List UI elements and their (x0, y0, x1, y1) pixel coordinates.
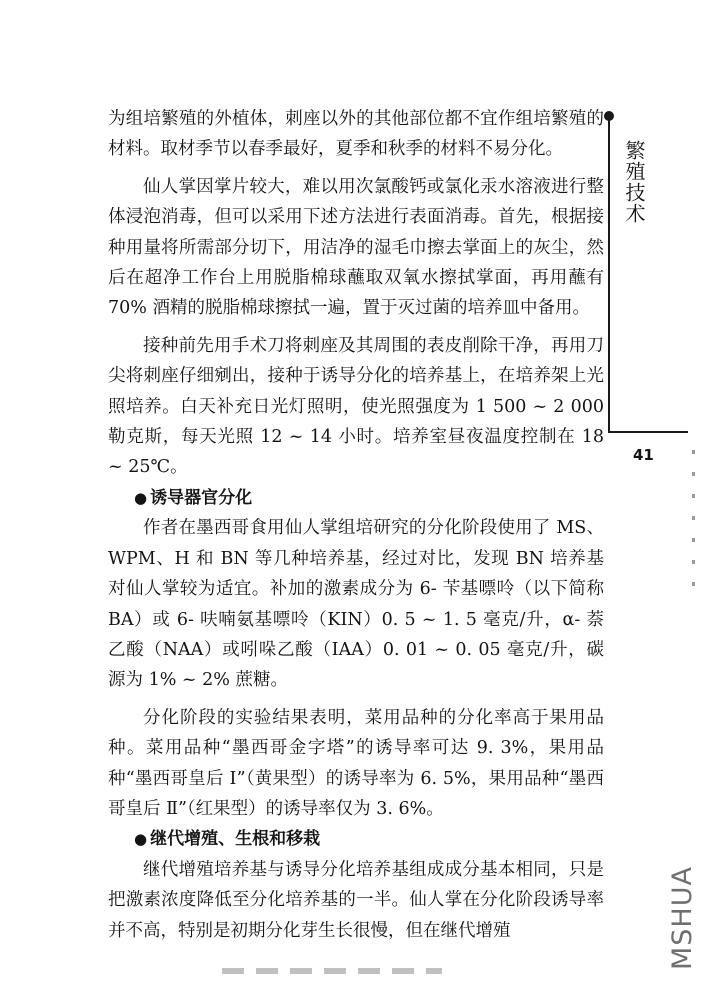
scan-bottom-smudge (222, 968, 442, 974)
section-heading-text: 继代增殖、生根和移栽 (150, 829, 321, 850)
paragraph-1: 为组培繁殖的外植体，刺座以外的其他部位都不宜作组培繁殖的材料。取材季节以春季最好，夏季和秋季的材料不易分化。 (108, 109, 604, 160)
page-number: 41 (633, 446, 654, 464)
side-tab-baseline (608, 431, 688, 433)
paragraph-3: 接种前先用手术刀将刺座及其周围的表皮削除干净，再用刀尖将刺座仔细剜出，接种于诱导分化的培养基上，在培养架上光照培养。白天补充日光灯照明，使光照强度为 1 500 ~ 2 000 勒克斯，每天光照 12 ~ 14 小时。培养室昼夜温度控制在 18 ~ 25℃。 (108, 335, 604, 478)
section-heading-induction (108, 483, 604, 513)
bullet-icon: ● (134, 488, 148, 507)
paragraph-5: 分化阶段的实验结果表明，菜用品种的分化率高于果用品种。菜用品种“墨西哥金字塔”的诱导率可达 9. 3%，果用品种“墨西哥皇后 Ⅰ”（黄果型）的诱导率为 6. 5%，果用品种“墨西哥皇后 Ⅱ”（红果型）的诱导率仅为 3. 6%。 (108, 707, 604, 819)
paragraph-6: 继代增殖培养基与诱导分化培养基组成成分基本相同，只是把激素浓度降低至分化培养基的一半。仙人掌在分化阶段诱导率并不高，特别是初期分化芽生长很慢，但在继代增殖 (108, 859, 604, 941)
paragraph-4: 作者在墨西哥食用仙人掌组培研究的分化阶段使用了 MS、WPM、H 和 BN 等几种培养基，经过对比，发现 BN 培养基对仙人掌较为适宜。补加的激素成分为 6- 苄基嘌呤（以下简称 BA）或 6- 呋喃氨基嘌呤（KIN）0. 5 ~ 1. 5 毫克/升，α- 萘乙酸（NAA）或吲哚乙酸（IAA）0. 01 ~ 0. 05 毫克/升，碳源为 1% ~ 2% 蔗糖。 (108, 518, 604, 691)
scan-edge-marks (692, 450, 695, 590)
chapter-side-tab: 繁殖技术 (622, 140, 646, 224)
watermark: MSHUA (667, 866, 698, 970)
body-text (108, 104, 604, 946)
section-heading-subculture (108, 824, 604, 854)
paragraph-2: 仙人掌因掌片较大，难以用次氯酸钙或氯化汞水溶液进行整体浸泡消毒，但可以采用下述方法进行表面消毒。首先，根据接种用量将所需部分切下，用洁净的湿毛巾擦去掌面上的灰尘，然后在超净工作台上用脱脂棉球蘸取双氧水擦拭掌面，再用蘸有 70% 酒精的脱脂棉球擦拭一遍，置于灭过菌的培养皿中备用。 (108, 176, 604, 319)
bullet-icon: ● (134, 830, 148, 849)
section-heading-text: 诱导器官分化 (150, 487, 253, 508)
side-tab-rule (608, 112, 610, 432)
